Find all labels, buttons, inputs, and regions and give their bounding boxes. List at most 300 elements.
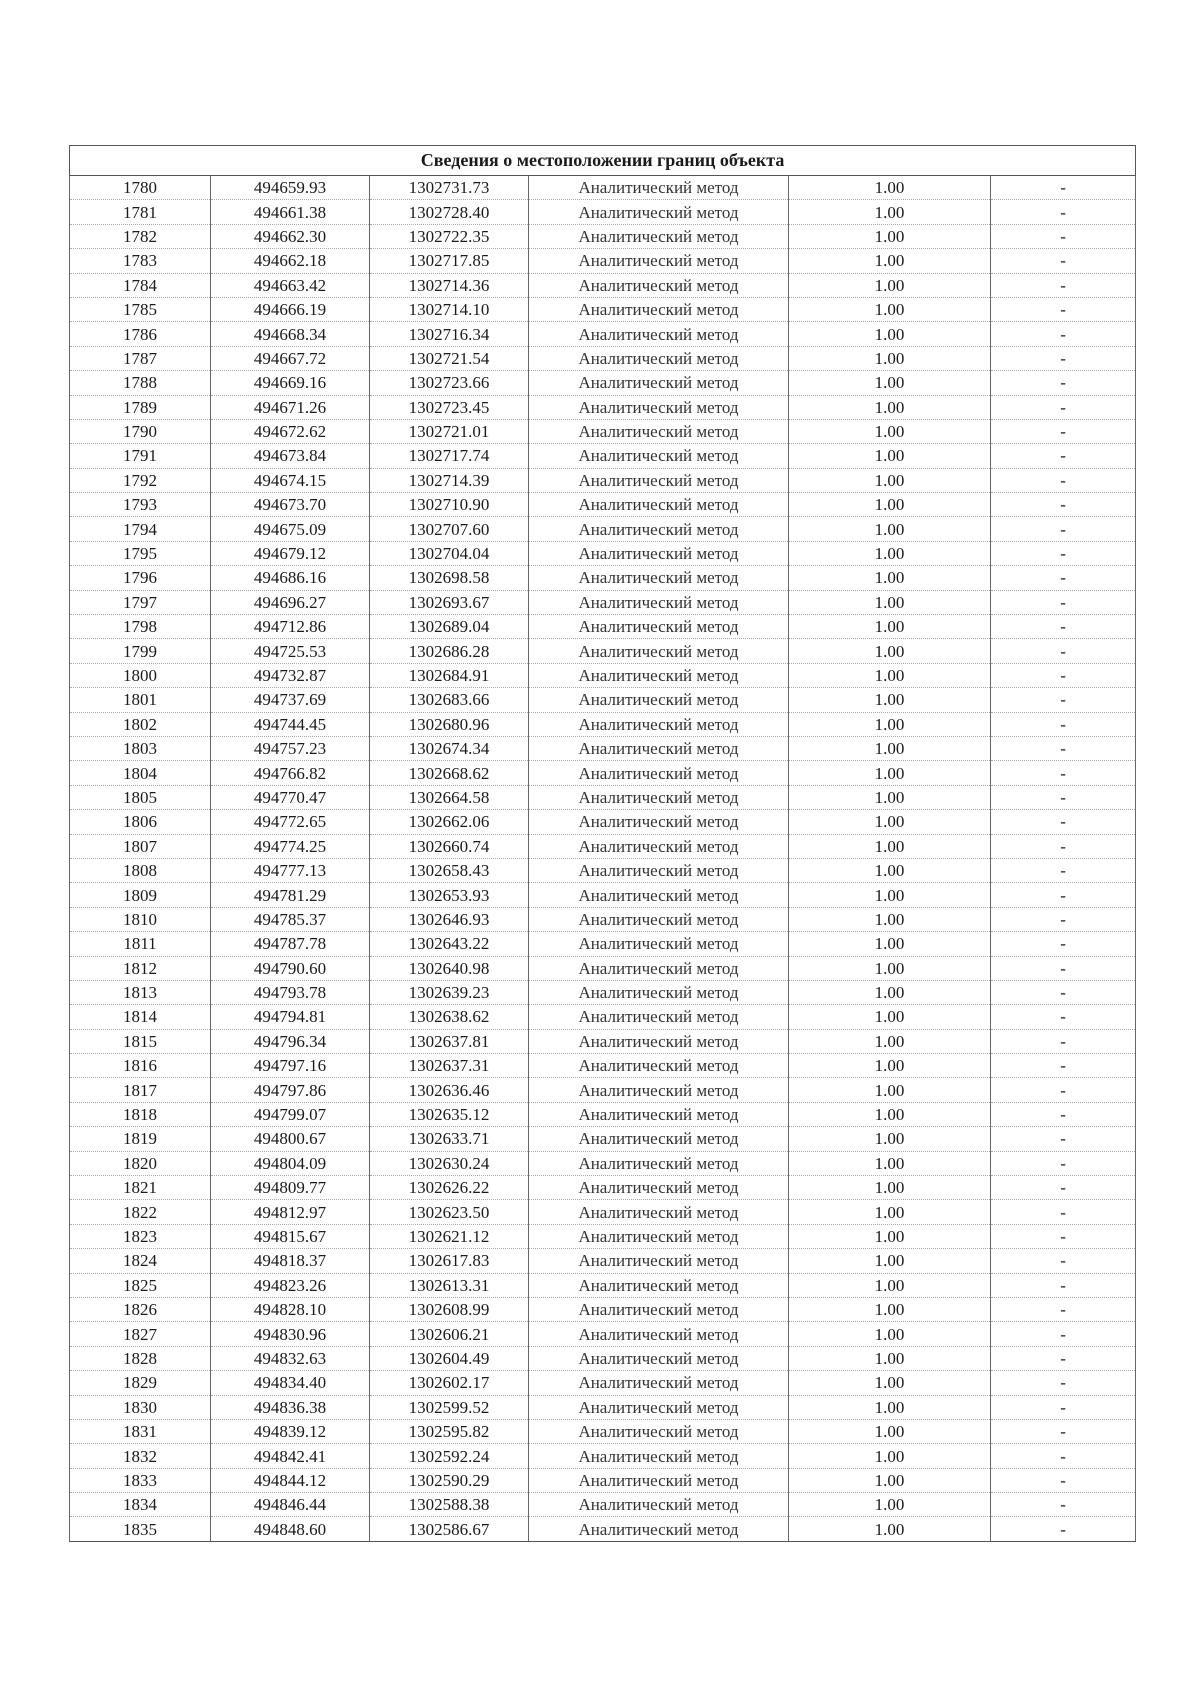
point-number-cell: 1812 bbox=[70, 956, 211, 980]
y-coordinate-cell: 1302592.24 bbox=[370, 1444, 529, 1468]
point-number-cell: 1826 bbox=[70, 1297, 211, 1321]
method-cell: Аналитический метод bbox=[529, 1371, 789, 1395]
description-cell: - bbox=[991, 444, 1136, 468]
table-row bbox=[70, 956, 1136, 980]
y-coordinate-cell: 1302595.82 bbox=[370, 1419, 529, 1443]
y-coordinate-cell: 1302630.24 bbox=[370, 1151, 529, 1175]
y-coordinate-cell: 1302643.22 bbox=[370, 932, 529, 956]
description-cell: - bbox=[991, 761, 1136, 785]
description-cell: - bbox=[991, 493, 1136, 517]
accuracy-cell: 1.00 bbox=[789, 468, 991, 492]
boundary-table bbox=[69, 145, 1136, 1542]
accuracy-cell: 1.00 bbox=[789, 566, 991, 590]
x-coordinate-cell: 494832.63 bbox=[211, 1346, 370, 1370]
point-number-cell: 1804 bbox=[70, 761, 211, 785]
x-coordinate-cell: 494793.78 bbox=[211, 980, 370, 1004]
description-cell: - bbox=[991, 1346, 1136, 1370]
point-number-cell: 1815 bbox=[70, 1029, 211, 1053]
point-number-cell: 1800 bbox=[70, 663, 211, 687]
x-coordinate-cell: 494671.26 bbox=[211, 395, 370, 419]
table-row bbox=[70, 663, 1136, 687]
y-coordinate-cell: 1302714.10 bbox=[370, 297, 529, 321]
method-cell: Аналитический метод bbox=[529, 517, 789, 541]
table-row bbox=[70, 810, 1136, 834]
table-row bbox=[70, 615, 1136, 639]
x-coordinate-cell: 494661.38 bbox=[211, 200, 370, 224]
point-number-cell: 1806 bbox=[70, 810, 211, 834]
table-row bbox=[70, 1176, 1136, 1200]
y-coordinate-cell: 1302586.67 bbox=[370, 1517, 529, 1541]
point-number-cell: 1790 bbox=[70, 419, 211, 443]
method-cell: Аналитический метод bbox=[529, 1176, 789, 1200]
point-number-cell: 1832 bbox=[70, 1444, 211, 1468]
accuracy-cell: 1.00 bbox=[789, 1005, 991, 1029]
table-row bbox=[70, 444, 1136, 468]
y-coordinate-cell: 1302653.93 bbox=[370, 883, 529, 907]
y-coordinate-cell: 1302623.50 bbox=[370, 1200, 529, 1224]
accuracy-cell: 1.00 bbox=[789, 1322, 991, 1346]
method-cell: Аналитический метод bbox=[529, 932, 789, 956]
accuracy-cell: 1.00 bbox=[789, 736, 991, 760]
description-cell: - bbox=[991, 663, 1136, 687]
description-cell: - bbox=[991, 1078, 1136, 1102]
method-cell: Аналитический метод bbox=[529, 371, 789, 395]
description-cell: - bbox=[991, 980, 1136, 1004]
y-coordinate-cell: 1302599.52 bbox=[370, 1395, 529, 1419]
accuracy-cell: 1.00 bbox=[789, 176, 991, 200]
description-cell: - bbox=[991, 956, 1136, 980]
method-cell: Аналитический метод bbox=[529, 444, 789, 468]
x-coordinate-cell: 494725.53 bbox=[211, 639, 370, 663]
document-page bbox=[69, 145, 1135, 1542]
method-cell: Аналитический метод bbox=[529, 224, 789, 248]
x-coordinate-cell: 494774.25 bbox=[211, 834, 370, 858]
y-coordinate-cell: 1302704.04 bbox=[370, 541, 529, 565]
accuracy-cell: 1.00 bbox=[789, 1249, 991, 1273]
method-cell: Аналитический метод bbox=[529, 761, 789, 785]
description-cell: - bbox=[991, 1005, 1136, 1029]
x-coordinate-cell: 494662.18 bbox=[211, 249, 370, 273]
point-number-cell: 1824 bbox=[70, 1249, 211, 1273]
description-cell: - bbox=[991, 273, 1136, 297]
x-coordinate-cell: 494834.40 bbox=[211, 1371, 370, 1395]
x-coordinate-cell: 494785.37 bbox=[211, 907, 370, 931]
table-title-row bbox=[70, 146, 1136, 176]
x-coordinate-cell: 494673.84 bbox=[211, 444, 370, 468]
x-coordinate-cell: 494770.47 bbox=[211, 785, 370, 809]
accuracy-cell: 1.00 bbox=[789, 688, 991, 712]
x-coordinate-cell: 494777.13 bbox=[211, 858, 370, 882]
x-coordinate-cell: 494772.65 bbox=[211, 810, 370, 834]
y-coordinate-cell: 1302668.62 bbox=[370, 761, 529, 785]
y-coordinate-cell: 1302602.17 bbox=[370, 1371, 529, 1395]
table-row bbox=[70, 590, 1136, 614]
table-row bbox=[70, 1005, 1136, 1029]
description-cell: - bbox=[991, 858, 1136, 882]
method-cell: Аналитический метод bbox=[529, 1468, 789, 1492]
point-number-cell: 1801 bbox=[70, 688, 211, 712]
accuracy-cell: 1.00 bbox=[789, 1200, 991, 1224]
accuracy-cell: 1.00 bbox=[789, 1029, 991, 1053]
point-number-cell: 1793 bbox=[70, 493, 211, 517]
x-coordinate-cell: 494809.77 bbox=[211, 1176, 370, 1200]
method-cell: Аналитический метод bbox=[529, 1493, 789, 1517]
description-cell: - bbox=[991, 834, 1136, 858]
method-cell: Аналитический метод bbox=[529, 785, 789, 809]
description-cell: - bbox=[991, 1102, 1136, 1126]
y-coordinate-cell: 1302674.34 bbox=[370, 736, 529, 760]
x-coordinate-cell: 494737.69 bbox=[211, 688, 370, 712]
description-cell: - bbox=[991, 1322, 1136, 1346]
point-number-cell: 1783 bbox=[70, 249, 211, 273]
table-row bbox=[70, 1395, 1136, 1419]
method-cell: Аналитический метод bbox=[529, 1322, 789, 1346]
point-number-cell: 1833 bbox=[70, 1468, 211, 1492]
y-coordinate-cell: 1302731.73 bbox=[370, 176, 529, 200]
table-row bbox=[70, 419, 1136, 443]
description-cell: - bbox=[991, 810, 1136, 834]
table-row bbox=[70, 1371, 1136, 1395]
description-cell: - bbox=[991, 688, 1136, 712]
description-cell: - bbox=[991, 1151, 1136, 1175]
method-cell: Аналитический метод bbox=[529, 1054, 789, 1078]
description-cell: - bbox=[991, 468, 1136, 492]
description-cell: - bbox=[991, 907, 1136, 931]
accuracy-cell: 1.00 bbox=[789, 663, 991, 687]
description-cell: - bbox=[991, 249, 1136, 273]
table-row bbox=[70, 1054, 1136, 1078]
accuracy-cell: 1.00 bbox=[789, 273, 991, 297]
point-number-cell: 1819 bbox=[70, 1127, 211, 1151]
description-cell: - bbox=[991, 883, 1136, 907]
point-number-cell: 1807 bbox=[70, 834, 211, 858]
point-number-cell: 1823 bbox=[70, 1224, 211, 1248]
method-cell: Аналитический метод bbox=[529, 663, 789, 687]
accuracy-cell: 1.00 bbox=[789, 200, 991, 224]
x-coordinate-cell: 494696.27 bbox=[211, 590, 370, 614]
accuracy-cell: 1.00 bbox=[789, 517, 991, 541]
y-coordinate-cell: 1302621.12 bbox=[370, 1224, 529, 1248]
description-cell: - bbox=[991, 322, 1136, 346]
y-coordinate-cell: 1302588.38 bbox=[370, 1493, 529, 1517]
y-coordinate-cell: 1302683.66 bbox=[370, 688, 529, 712]
table-row bbox=[70, 1102, 1136, 1126]
table-row bbox=[70, 883, 1136, 907]
point-number-cell: 1792 bbox=[70, 468, 211, 492]
method-cell: Аналитический метод bbox=[529, 956, 789, 980]
table-row bbox=[70, 736, 1136, 760]
table-row bbox=[70, 224, 1136, 248]
description-cell: - bbox=[991, 1176, 1136, 1200]
method-cell: Аналитический метод bbox=[529, 249, 789, 273]
point-number-cell: 1785 bbox=[70, 297, 211, 321]
y-coordinate-cell: 1302604.49 bbox=[370, 1346, 529, 1370]
description-cell: - bbox=[991, 224, 1136, 248]
y-coordinate-cell: 1302617.83 bbox=[370, 1249, 529, 1273]
description-cell: - bbox=[991, 517, 1136, 541]
y-coordinate-cell: 1302658.43 bbox=[370, 858, 529, 882]
description-cell: - bbox=[991, 566, 1136, 590]
x-coordinate-cell: 494836.38 bbox=[211, 1395, 370, 1419]
description-cell: - bbox=[991, 1493, 1136, 1517]
x-coordinate-cell: 494800.67 bbox=[211, 1127, 370, 1151]
description-cell: - bbox=[991, 346, 1136, 370]
y-coordinate-cell: 1302635.12 bbox=[370, 1102, 529, 1126]
accuracy-cell: 1.00 bbox=[789, 712, 991, 736]
y-coordinate-cell: 1302686.28 bbox=[370, 639, 529, 663]
table-row bbox=[70, 1419, 1136, 1443]
method-cell: Аналитический метод bbox=[529, 883, 789, 907]
description-cell: - bbox=[991, 1371, 1136, 1395]
accuracy-cell: 1.00 bbox=[789, 297, 991, 321]
x-coordinate-cell: 494674.15 bbox=[211, 468, 370, 492]
x-coordinate-cell: 494668.34 bbox=[211, 322, 370, 346]
point-number-cell: 1808 bbox=[70, 858, 211, 882]
accuracy-cell: 1.00 bbox=[789, 810, 991, 834]
point-number-cell: 1821 bbox=[70, 1176, 211, 1200]
table-row bbox=[70, 1444, 1136, 1468]
method-cell: Аналитический метод bbox=[529, 834, 789, 858]
point-number-cell: 1799 bbox=[70, 639, 211, 663]
method-cell: Аналитический метод bbox=[529, 1224, 789, 1248]
table-row bbox=[70, 273, 1136, 297]
table-row bbox=[70, 712, 1136, 736]
method-cell: Аналитический метод bbox=[529, 566, 789, 590]
x-coordinate-cell: 494828.10 bbox=[211, 1297, 370, 1321]
y-coordinate-cell: 1302637.81 bbox=[370, 1029, 529, 1053]
description-cell: - bbox=[991, 1468, 1136, 1492]
description-cell: - bbox=[991, 419, 1136, 443]
x-coordinate-cell: 494839.12 bbox=[211, 1419, 370, 1443]
method-cell: Аналитический метод bbox=[529, 1419, 789, 1443]
table-row bbox=[70, 1493, 1136, 1517]
table-row bbox=[70, 932, 1136, 956]
description-cell: - bbox=[991, 1200, 1136, 1224]
accuracy-cell: 1.00 bbox=[789, 1395, 991, 1419]
point-number-cell: 1795 bbox=[70, 541, 211, 565]
description-cell: - bbox=[991, 615, 1136, 639]
point-number-cell: 1830 bbox=[70, 1395, 211, 1419]
description-cell: - bbox=[991, 395, 1136, 419]
accuracy-cell: 1.00 bbox=[789, 1176, 991, 1200]
point-number-cell: 1835 bbox=[70, 1517, 211, 1541]
table-row bbox=[70, 176, 1136, 200]
table-row bbox=[70, 907, 1136, 931]
table-row bbox=[70, 1078, 1136, 1102]
table-row bbox=[70, 493, 1136, 517]
table-row bbox=[70, 468, 1136, 492]
table-row bbox=[70, 761, 1136, 785]
y-coordinate-cell: 1302710.90 bbox=[370, 493, 529, 517]
accuracy-cell: 1.00 bbox=[789, 590, 991, 614]
point-number-cell: 1810 bbox=[70, 907, 211, 931]
x-coordinate-cell: 494846.44 bbox=[211, 1493, 370, 1517]
table-row bbox=[70, 1151, 1136, 1175]
point-number-cell: 1789 bbox=[70, 395, 211, 419]
method-cell: Аналитический метод bbox=[529, 810, 789, 834]
accuracy-cell: 1.00 bbox=[789, 639, 991, 663]
point-number-cell: 1822 bbox=[70, 1200, 211, 1224]
y-coordinate-cell: 1302716.34 bbox=[370, 322, 529, 346]
method-cell: Аналитический метод bbox=[529, 688, 789, 712]
y-coordinate-cell: 1302608.99 bbox=[370, 1297, 529, 1321]
y-coordinate-cell: 1302717.74 bbox=[370, 444, 529, 468]
y-coordinate-cell: 1302626.22 bbox=[370, 1176, 529, 1200]
method-cell: Аналитический метод bbox=[529, 1346, 789, 1370]
table-row bbox=[70, 1224, 1136, 1248]
method-cell: Аналитический метод bbox=[529, 736, 789, 760]
table-row bbox=[70, 688, 1136, 712]
method-cell: Аналитический метод bbox=[529, 176, 789, 200]
method-cell: Аналитический метод bbox=[529, 590, 789, 614]
table-row bbox=[70, 1249, 1136, 1273]
point-number-cell: 1818 bbox=[70, 1102, 211, 1126]
x-coordinate-cell: 494744.45 bbox=[211, 712, 370, 736]
method-cell: Аналитический метод bbox=[529, 1102, 789, 1126]
table-row bbox=[70, 297, 1136, 321]
table-row bbox=[70, 1200, 1136, 1224]
table-row bbox=[70, 322, 1136, 346]
table-row bbox=[70, 200, 1136, 224]
accuracy-cell: 1.00 bbox=[789, 224, 991, 248]
y-coordinate-cell: 1302689.04 bbox=[370, 615, 529, 639]
point-number-cell: 1787 bbox=[70, 346, 211, 370]
accuracy-cell: 1.00 bbox=[789, 932, 991, 956]
method-cell: Аналитический метод bbox=[529, 615, 789, 639]
point-number-cell: 1820 bbox=[70, 1151, 211, 1175]
point-number-cell: 1788 bbox=[70, 371, 211, 395]
description-cell: - bbox=[991, 1029, 1136, 1053]
accuracy-cell: 1.00 bbox=[789, 371, 991, 395]
accuracy-cell: 1.00 bbox=[789, 834, 991, 858]
x-coordinate-cell: 494672.62 bbox=[211, 419, 370, 443]
accuracy-cell: 1.00 bbox=[789, 1151, 991, 1175]
point-number-cell: 1805 bbox=[70, 785, 211, 809]
point-number-cell: 1794 bbox=[70, 517, 211, 541]
y-coordinate-cell: 1302636.46 bbox=[370, 1078, 529, 1102]
description-cell: - bbox=[991, 541, 1136, 565]
y-coordinate-cell: 1302639.23 bbox=[370, 980, 529, 1004]
y-coordinate-cell: 1302637.31 bbox=[370, 1054, 529, 1078]
accuracy-cell: 1.00 bbox=[789, 1517, 991, 1541]
table-row bbox=[70, 980, 1136, 1004]
method-cell: Аналитический метод bbox=[529, 1078, 789, 1102]
y-coordinate-cell: 1302723.66 bbox=[370, 371, 529, 395]
y-coordinate-cell: 1302684.91 bbox=[370, 663, 529, 687]
point-number-cell: 1814 bbox=[70, 1005, 211, 1029]
point-number-cell: 1803 bbox=[70, 736, 211, 760]
table-row bbox=[70, 834, 1136, 858]
x-coordinate-cell: 494679.12 bbox=[211, 541, 370, 565]
y-coordinate-cell: 1302606.21 bbox=[370, 1322, 529, 1346]
accuracy-cell: 1.00 bbox=[789, 761, 991, 785]
accuracy-cell: 1.00 bbox=[789, 395, 991, 419]
y-coordinate-cell: 1302721.01 bbox=[370, 419, 529, 443]
y-coordinate-cell: 1302723.45 bbox=[370, 395, 529, 419]
x-coordinate-cell: 494732.87 bbox=[211, 663, 370, 687]
description-cell: - bbox=[991, 1517, 1136, 1541]
table-row bbox=[70, 517, 1136, 541]
method-cell: Аналитический метод bbox=[529, 907, 789, 931]
accuracy-cell: 1.00 bbox=[789, 1273, 991, 1297]
point-number-cell: 1813 bbox=[70, 980, 211, 1004]
table-row bbox=[70, 1127, 1136, 1151]
method-cell: Аналитический метод bbox=[529, 493, 789, 517]
accuracy-cell: 1.00 bbox=[789, 541, 991, 565]
point-number-cell: 1829 bbox=[70, 1371, 211, 1395]
x-coordinate-cell: 494848.60 bbox=[211, 1517, 370, 1541]
description-cell: - bbox=[991, 1249, 1136, 1273]
accuracy-cell: 1.00 bbox=[789, 322, 991, 346]
point-number-cell: 1796 bbox=[70, 566, 211, 590]
x-coordinate-cell: 494804.09 bbox=[211, 1151, 370, 1175]
y-coordinate-cell: 1302722.35 bbox=[370, 224, 529, 248]
x-coordinate-cell: 494815.67 bbox=[211, 1224, 370, 1248]
accuracy-cell: 1.00 bbox=[789, 419, 991, 443]
point-number-cell: 1809 bbox=[70, 883, 211, 907]
accuracy-cell: 1.00 bbox=[789, 1127, 991, 1151]
description-cell: - bbox=[991, 297, 1136, 321]
method-cell: Аналитический метод bbox=[529, 1127, 789, 1151]
point-number-cell: 1802 bbox=[70, 712, 211, 736]
y-coordinate-cell: 1302693.67 bbox=[370, 590, 529, 614]
accuracy-cell: 1.00 bbox=[789, 1468, 991, 1492]
y-coordinate-cell: 1302698.58 bbox=[370, 566, 529, 590]
accuracy-cell: 1.00 bbox=[789, 1078, 991, 1102]
accuracy-cell: 1.00 bbox=[789, 1054, 991, 1078]
method-cell: Аналитический метод bbox=[529, 1200, 789, 1224]
table-row bbox=[70, 858, 1136, 882]
x-coordinate-cell: 494797.16 bbox=[211, 1054, 370, 1078]
point-number-cell: 1816 bbox=[70, 1054, 211, 1078]
point-number-cell: 1798 bbox=[70, 615, 211, 639]
x-coordinate-cell: 494823.26 bbox=[211, 1273, 370, 1297]
method-cell: Аналитический метод bbox=[529, 1249, 789, 1273]
x-coordinate-cell: 494667.72 bbox=[211, 346, 370, 370]
x-coordinate-cell: 494799.07 bbox=[211, 1102, 370, 1126]
description-cell: - bbox=[991, 932, 1136, 956]
x-coordinate-cell: 494757.23 bbox=[211, 736, 370, 760]
x-coordinate-cell: 494790.60 bbox=[211, 956, 370, 980]
method-cell: Аналитический метод bbox=[529, 1297, 789, 1321]
method-cell: Аналитический метод bbox=[529, 273, 789, 297]
x-coordinate-cell: 494669.16 bbox=[211, 371, 370, 395]
point-number-cell: 1834 bbox=[70, 1493, 211, 1517]
x-coordinate-cell: 494812.97 bbox=[211, 1200, 370, 1224]
x-coordinate-cell: 494796.34 bbox=[211, 1029, 370, 1053]
accuracy-cell: 1.00 bbox=[789, 956, 991, 980]
x-coordinate-cell: 494794.81 bbox=[211, 1005, 370, 1029]
table-row bbox=[70, 785, 1136, 809]
description-cell: - bbox=[991, 1419, 1136, 1443]
accuracy-cell: 1.00 bbox=[789, 1371, 991, 1395]
x-coordinate-cell: 494797.86 bbox=[211, 1078, 370, 1102]
y-coordinate-cell: 1302640.98 bbox=[370, 956, 529, 980]
point-number-cell: 1786 bbox=[70, 322, 211, 346]
description-cell: - bbox=[991, 1127, 1136, 1151]
point-number-cell: 1817 bbox=[70, 1078, 211, 1102]
description-cell: - bbox=[991, 176, 1136, 200]
y-coordinate-cell: 1302638.62 bbox=[370, 1005, 529, 1029]
point-number-cell: 1828 bbox=[70, 1346, 211, 1370]
method-cell: Аналитический метод bbox=[529, 1151, 789, 1175]
y-coordinate-cell: 1302646.93 bbox=[370, 907, 529, 931]
accuracy-cell: 1.00 bbox=[789, 1419, 991, 1443]
table-row bbox=[70, 541, 1136, 565]
point-number-cell: 1781 bbox=[70, 200, 211, 224]
y-coordinate-cell: 1302707.60 bbox=[370, 517, 529, 541]
method-cell: Аналитический метод bbox=[529, 1517, 789, 1541]
